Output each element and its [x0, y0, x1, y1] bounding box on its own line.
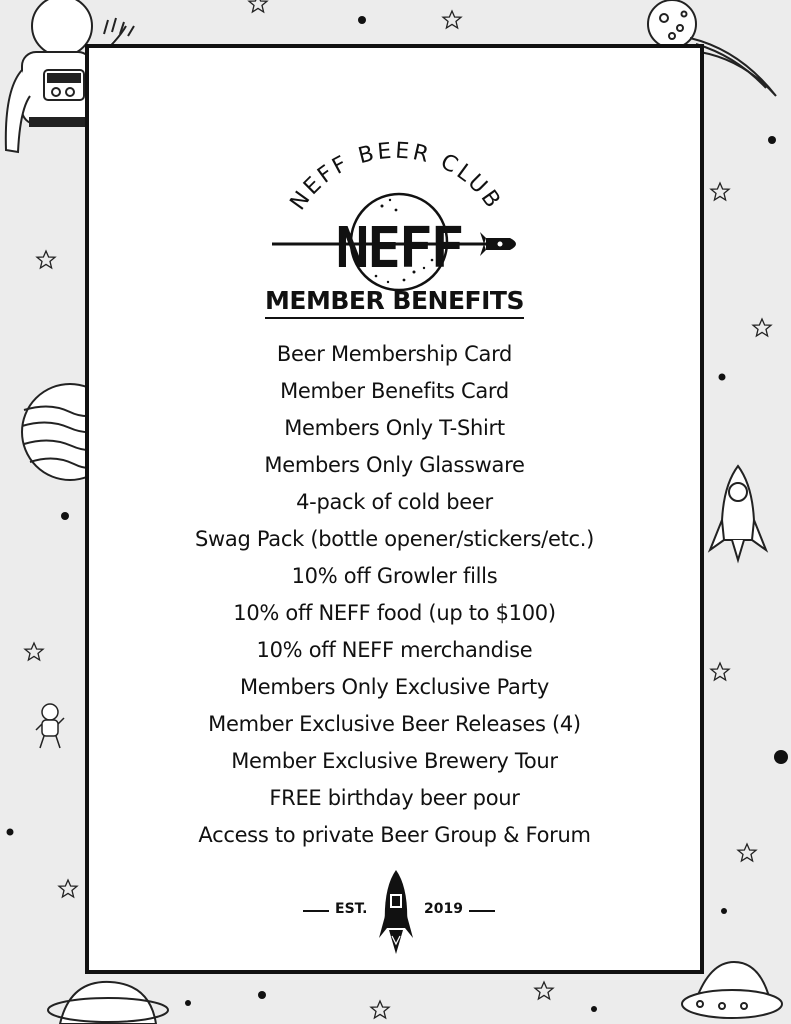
list-item: Members Only Exclusive Party	[239, 675, 550, 699]
list-item: Member Exclusive Brewery Tour	[231, 749, 558, 773]
list-item: FREE birthday beer pour	[269, 786, 520, 810]
established-badge	[89, 868, 700, 958]
astronaut-icon	[36, 704, 64, 748]
rocket-icon	[710, 466, 766, 560]
list-item: 10% off NEFF food (up to $100)	[233, 601, 556, 625]
logo-wordmark: NEFF	[335, 216, 463, 281]
rocket-icon	[379, 868, 413, 956]
neff-beer-club-logo	[264, 92, 534, 307]
list-item: Access to private Beer Group & Forum	[198, 823, 591, 847]
list-item: 10% off NEFF merchandise	[256, 638, 533, 662]
est-label: EST.	[335, 901, 368, 917]
list-item: Beer Membership Card	[276, 342, 513, 366]
svg-text:NEFF BEER CLUB	[286, 139, 507, 215]
list-item: 4-pack of cold beer	[296, 490, 493, 514]
page-title: MEMBER BENEFITS	[89, 286, 700, 319]
list-item: Members Only T-Shirt	[284, 416, 505, 440]
list-item: Members Only Glassware	[264, 453, 525, 477]
list-item: Swag Pack (bottle opener/stickers/etc.)	[194, 527, 595, 551]
est-year: 2019	[424, 901, 463, 917]
planet-icon	[48, 982, 168, 1024]
benefits-card	[85, 44, 704, 974]
logo-arc-text: NEFF BEER CLUB	[285, 138, 507, 216]
benefits-list	[89, 336, 700, 854]
list-item: 10% off Growler fills	[291, 564, 498, 588]
list-item: Member Benefits Card	[280, 379, 509, 403]
divider	[303, 910, 329, 912]
divider	[469, 910, 495, 912]
list-item: Member Exclusive Beer Releases (4)	[208, 712, 581, 736]
